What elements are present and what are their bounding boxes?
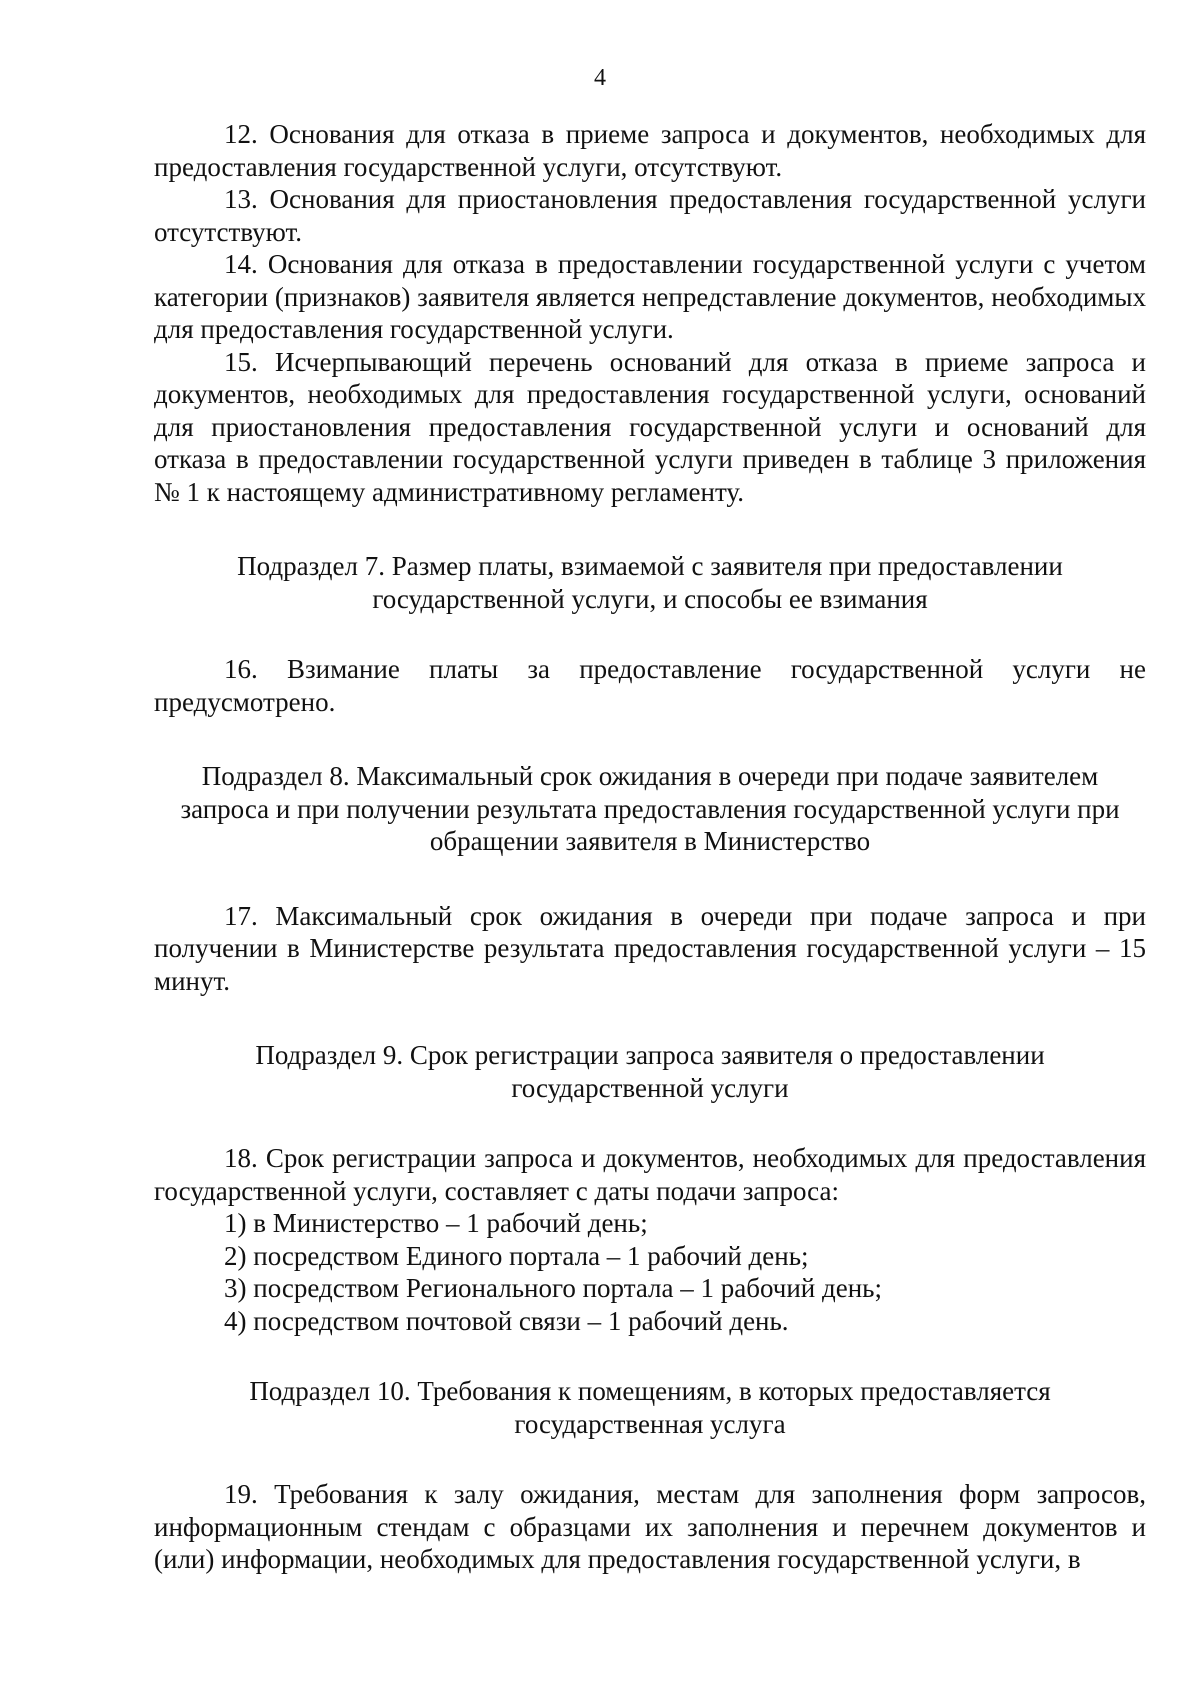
paragraph-16: 16. Взимание платы за предоставление государственной услуги не предусмотрено. (154, 654, 1146, 717)
paragraph-18-item-1: 1) в Министерство – 1 рабочий день; (224, 1208, 648, 1238)
document-body (154, 118, 1146, 1576)
paragraph-14: 14. Основания для отказа в предоставлении государственной услуги с учетом категории (признаков) заявителя является непредставление документов, необходимых для предоставления государственной услуги. (154, 249, 1146, 344)
paragraph-18-item-2: 2) посредством Единого портала – 1 рабочий день; (224, 1240, 809, 1271)
subsection-7-heading: Подраздел 7. Размер платы, взимаемой с заявителя при предоставлении государственной услуги, и способы ее взимания (237, 551, 1063, 614)
subsection-8-heading: Подраздел 8. Максимальный срок ожидания в очереди при подаче заявителем запроса и при получении результата предоставления государственной услуги при обращении заявителя в Министерство (180, 761, 1120, 856)
subsection-9-heading: Подраздел 9. Срок регистрации запроса заявителя о предоставлении государственной услуги (255, 1040, 1045, 1103)
paragraph-19: 19. Требования к залу ожидания, местам для заполнения форм запросов, информационным стендам с образцами их заполнения и перечнем документов и (или) информации, необходимых для предоставления государственной услуги, в (154, 1479, 1146, 1574)
paragraph-12: 12. Основания для отказа в приеме запроса и документов, необходимых для предоставления государственной услуги, отсутствуют. (154, 119, 1146, 182)
paragraph-17: 17. Максимальный срок ожидания в очереди при подаче запроса и при получении в Министерстве результата предоставления государственной услуги – 15 минут. (154, 900, 1146, 996)
subsection-10-heading: Подраздел 10. Требования к помещениям, в которых предоставляется государственная услуга (249, 1376, 1051, 1439)
paragraph-18: 18. Срок регистрации запроса и документов, необходимых для предоставления государственной услуги, составляет с даты подачи запроса: (154, 1143, 1146, 1206)
page-number: 4 (594, 65, 606, 91)
paragraph-18-item-4: 4) посредством почтовой связи – 1 рабочий день. (224, 1305, 789, 1336)
paragraph-15: 15. Исчерпывающий перечень оснований для отказа в приеме запроса и документов, необходимых для предоставления государственной услуги, оснований для приостановления предоставления государственной услуги и оснований для отказа в предоставлении государственной услуги приведен в таблице 3 приложения № 1 к настоящему административному регламенту. (154, 346, 1146, 507)
paragraph-13: 13. Основания для приостановления предоставления государственной услуги отсутствуют. (154, 184, 1146, 247)
paragraph-18-item-3: 3) посредством Регионального портала – 1 рабочий день; (224, 1273, 882, 1303)
